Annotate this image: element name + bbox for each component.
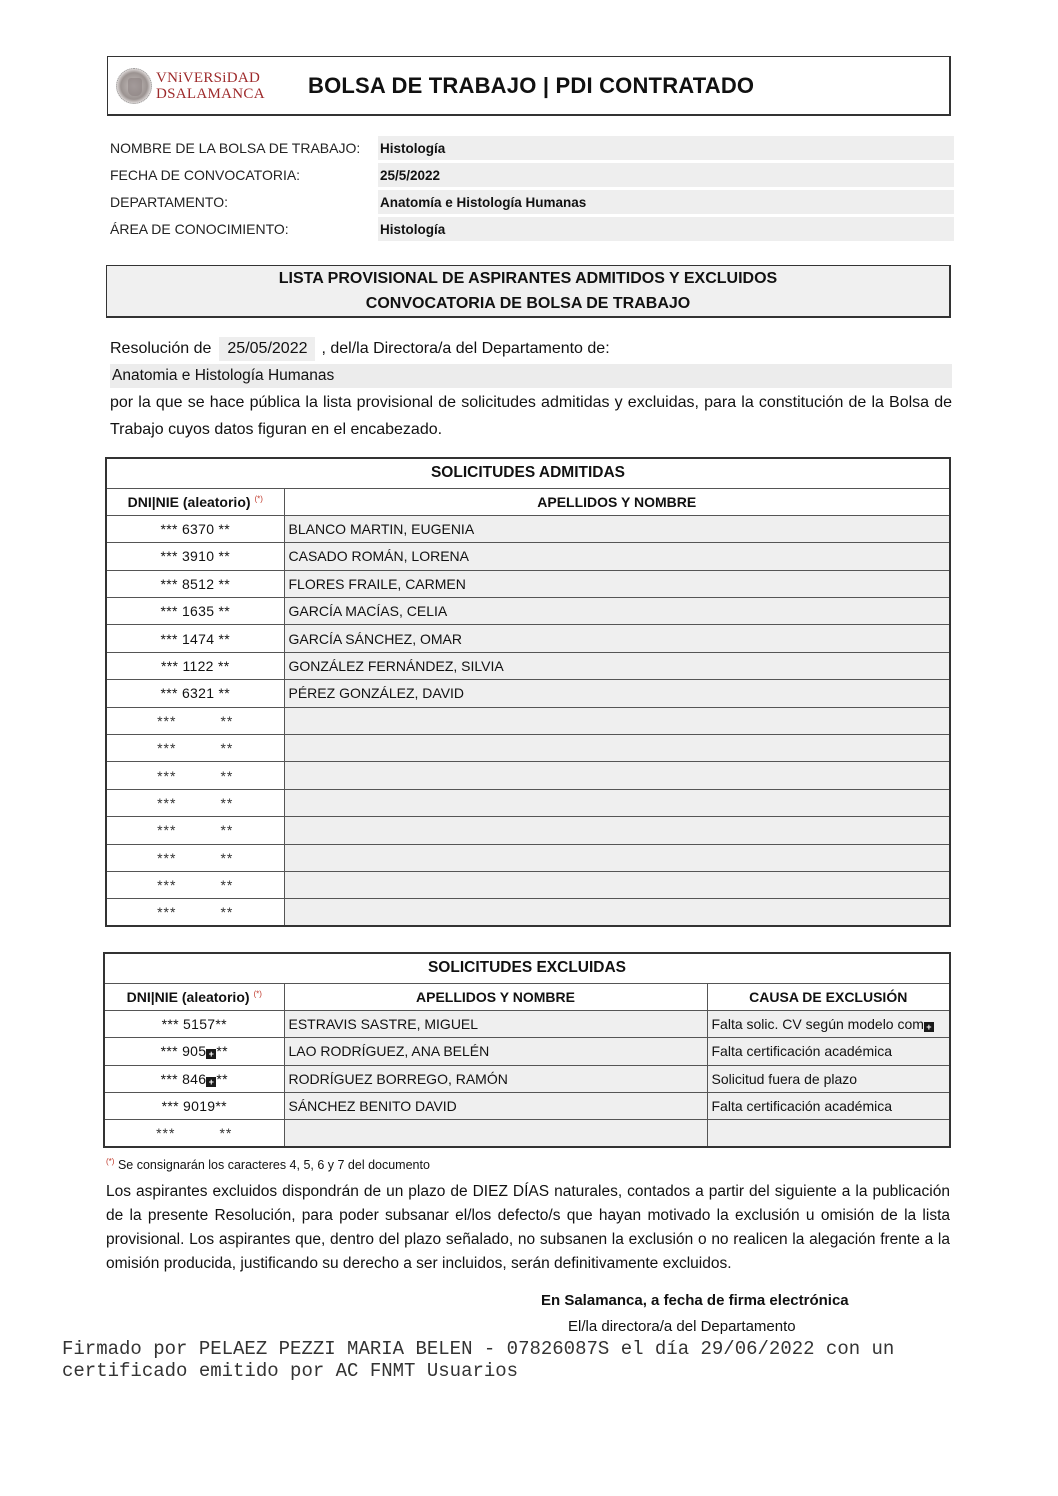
info-row-bolsa: [110, 135, 954, 161]
empty-table-row: [106, 871, 950, 898]
info-row-departamento: [110, 189, 954, 215]
name-cell-empty: [284, 707, 950, 734]
resolution-department: Anatomia e Histología Humanas: [110, 364, 952, 388]
table-row: [104, 1093, 950, 1120]
overflow-plus-icon[interactable]: +: [924, 1022, 934, 1032]
info-label: ÁREA DE CONOCIMIENTO:: [110, 221, 289, 237]
dni-suffix: **: [215, 1098, 227, 1115]
dni-cell: [104, 1093, 284, 1120]
empty-table-row: [106, 844, 950, 871]
dni-prefix: *** 846: [160, 1070, 207, 1087]
info-value: 25/5/2022: [378, 163, 954, 187]
cause-cell: [707, 1065, 950, 1092]
overflow-plus-icon[interactable]: +: [206, 1077, 216, 1087]
column-header-dni-label: DNI|NIE (aleatorio): [126, 988, 250, 1005]
dni-cell: *** 1122 **: [106, 652, 284, 679]
electronic-signature-stamp: Firmado por PELAEZ PEZZI MARIA BELEN - 07826087S el día 29/06/2022 con un certificado emitido por AC FNMT Usuarios: [62, 1338, 895, 1382]
dni-cell-empty: [106, 735, 284, 762]
list-title-line-2: CONVOCATORIA DE BOLSA DE TRABAJO: [365, 295, 691, 312]
dni-cell-empty: [104, 1120, 284, 1147]
mask-right: **: [220, 904, 234, 921]
empty-table-row: [106, 899, 950, 926]
column-header-dni-label: DNI|NIE (aleatorio): [127, 493, 251, 510]
cause-text: Falta certificación académica: [711, 1043, 893, 1060]
resolution-date: 25/05/2022: [219, 337, 315, 361]
dni-cell: [104, 1010, 284, 1037]
cause-text: Solicitud fuera de plazo: [711, 1070, 858, 1087]
column-header-dni: [104, 983, 284, 1010]
name-cell-empty: [284, 1120, 707, 1147]
name-cell-empty: [284, 817, 950, 844]
dni-cell: *** 3910 **: [106, 543, 284, 570]
dni-cell: [104, 1038, 284, 1065]
table-row: [106, 570, 950, 597]
dni-cell: *** 8512 **: [106, 570, 284, 597]
signature-place: En Salamanca, a fecha de firma electrónica: [541, 1292, 849, 1309]
mask-left: ***: [157, 767, 177, 784]
name-cell-empty: [284, 789, 950, 816]
mask-right: **: [219, 1125, 233, 1142]
excluded-table-body: [104, 1010, 950, 1147]
dni-suffix: **: [215, 1016, 227, 1033]
dni-cell-empty: [106, 789, 284, 816]
footnote-marker: (*): [253, 989, 262, 999]
document-title: BOLSA DE TRABAJO | PDI CONTRATADO: [308, 72, 755, 98]
name-cell: FLORES FRAILE, CARMEN: [284, 570, 950, 597]
column-header-dni: [106, 488, 284, 515]
empty-table-row: [106, 735, 950, 762]
info-label: FECHA DE CONVOCATORIA:: [110, 167, 301, 183]
table-row: [106, 598, 950, 625]
logo-line-1: VNiVERSiDAD: [156, 69, 261, 86]
info-row-area: [110, 216, 954, 242]
university-logo: [116, 68, 296, 104]
name-cell-empty: [284, 735, 950, 762]
mask-left: ***: [157, 849, 177, 866]
info-value: Anatomía e Histología Humanas: [378, 190, 954, 214]
info-label: DEPARTAMENTO:: [110, 194, 228, 210]
mask-right: **: [220, 849, 234, 866]
name-cell: BLANCO MARTIN, EUGENIA: [284, 515, 950, 542]
name-cell: LAO RODRÍGUEZ, ANA BELÉN: [284, 1038, 707, 1065]
mask-left: ***: [157, 712, 177, 729]
name-cell-empty: [284, 762, 950, 789]
dni-prefix: *** 9019: [161, 1098, 216, 1115]
university-seal-icon: [116, 68, 152, 104]
dni-prefix: *** 905: [160, 1043, 207, 1060]
column-header-name: APELLIDOS Y NOMBRE: [284, 488, 950, 515]
dni-cell-empty: [106, 707, 284, 734]
admitted-table-title: SOLICITUDES ADMITIDAS: [106, 458, 950, 488]
mask-right: **: [220, 877, 234, 894]
dni-cell: *** 6321 **: [106, 680, 284, 707]
empty-table-row: [106, 789, 950, 816]
admitted-table-body: [106, 515, 950, 926]
info-value: Histología: [378, 136, 954, 160]
info-row-fecha: [110, 162, 954, 188]
dni-cell-empty: [106, 844, 284, 871]
table-row: [106, 652, 950, 679]
document-header: [107, 56, 951, 116]
admitted-table: [105, 457, 951, 927]
dni-cell: *** 6370 **: [106, 515, 284, 542]
mask-left: ***: [157, 877, 177, 894]
footnote: [106, 1157, 430, 1172]
mask-left: ***: [157, 740, 177, 757]
name-cell: RODRÍGUEZ BORREGO, RAMÓN: [284, 1065, 707, 1092]
info-label: NOMBRE DE LA BOLSA DE TRABAJO:: [110, 140, 361, 156]
empty-table-row: [106, 762, 950, 789]
column-header-cause: CAUSA DE EXCLUSIÓN: [707, 983, 950, 1010]
cause-cell-empty: [707, 1120, 950, 1147]
column-header-name: APELLIDOS Y NOMBRE: [284, 983, 707, 1010]
excluded-table: [103, 952, 951, 1148]
empty-table-row: [106, 817, 950, 844]
dni-prefix: *** 5157: [161, 1016, 216, 1033]
overflow-plus-icon[interactable]: +: [206, 1049, 216, 1059]
mask-left: ***: [157, 904, 177, 921]
list-title-box: [106, 265, 951, 318]
mask-left: ***: [157, 794, 177, 811]
legal-paragraph: Los aspirantes excluidos dispondrán de un plazo de DIEZ DÍAS naturales, contados a partir del siguiente a la publicación de la presente Resolución, para poder subsanar el/los defecto/s que hayan motivado la exclusión u omisión de la lista provisional. Los aspirantes que, dentro del plazo señalado, no subsanen la exclusión o no realicen la alegación frente a la omisión producida, justificando su derecho a ser incluidos, serán definitivamente excluidos.: [106, 1183, 950, 1272]
logo-line-2: DSALAMANCA: [156, 85, 265, 102]
table-row: [104, 1065, 950, 1092]
empty-table-row: [106, 707, 950, 734]
mask-left: ***: [156, 1125, 176, 1142]
dni-cell-empty: [106, 762, 284, 789]
name-cell: SÁNCHEZ BENITO DAVID: [284, 1093, 707, 1120]
excluded-table-title: SOLICITUDES EXCLUIDAS: [104, 953, 950, 983]
cause-cell: [707, 1038, 950, 1065]
name-cell: GARCÍA MACÍAS, CELIA: [284, 598, 950, 625]
mask-right: **: [220, 712, 234, 729]
empty-table-row: [104, 1120, 950, 1147]
list-title-line-1: LISTA PROVISIONAL DE ASPIRANTES ADMITIDOS Y EXCLUIDOS: [278, 270, 778, 287]
dni-cell: [104, 1065, 284, 1092]
resolution-prefix: Resolución de: [110, 340, 212, 357]
footnote-text: Se consignarán los caracteres 4, 5, 6 y 7 del documento: [117, 1158, 430, 1173]
table-row: [106, 515, 950, 542]
resolution-line: [110, 337, 610, 361]
name-cell: GONZÁLEZ FERNÁNDEZ, SILVIA: [284, 652, 950, 679]
dni-cell: *** 1474 **: [106, 625, 284, 652]
signature-role: El/la directora/a del Departamento: [568, 1318, 796, 1335]
cause-cell: [707, 1093, 950, 1120]
name-cell-empty: [284, 871, 950, 898]
dni-suffix: **: [216, 1043, 228, 1060]
mask-right: **: [220, 740, 234, 757]
table-row: [104, 1038, 950, 1065]
dni-cell-empty: [106, 871, 284, 898]
name-cell-empty: [284, 899, 950, 926]
info-value: Histología: [378, 217, 954, 241]
mask-right: **: [220, 767, 234, 784]
name-cell: CASADO ROMÁN, LORENA: [284, 543, 950, 570]
name-cell: ESTRAVIS SASTRE, MIGUEL: [284, 1010, 707, 1037]
dni-cell: *** 1635 **: [106, 598, 284, 625]
table-row: [106, 680, 950, 707]
dni-suffix: **: [216, 1070, 228, 1087]
table-row: [106, 625, 950, 652]
cause-text: Falta solic. CV según modelo com: [711, 1016, 924, 1033]
cause-text: Falta certificación académica: [711, 1098, 893, 1115]
table-row: [106, 543, 950, 570]
footnote-mark: (*): [106, 1157, 115, 1166]
resolution-paragraph: por la que se hace pública la lista provisional de solicitudes admitidas y excluidas, para la constitución de la Bolsa de Trabajo cuyos datos figuran en el encabezado.: [110, 394, 952, 438]
name-cell: GARCÍA SÁNCHEZ, OMAR: [284, 625, 950, 652]
mask-left: ***: [157, 822, 177, 839]
footnote-marker: (*): [254, 494, 263, 504]
dni-cell-empty: [106, 817, 284, 844]
mask-right: **: [220, 822, 234, 839]
dni-cell-empty: [106, 899, 284, 926]
name-cell-empty: [284, 844, 950, 871]
mask-right: **: [220, 794, 234, 811]
resolution-suffix: , del/la Directora/a del Departamento de:: [321, 340, 610, 357]
table-row: [104, 1010, 950, 1037]
cause-cell: [707, 1010, 950, 1037]
name-cell: PÉREZ GONZÁLEZ, DAVID: [284, 680, 950, 707]
